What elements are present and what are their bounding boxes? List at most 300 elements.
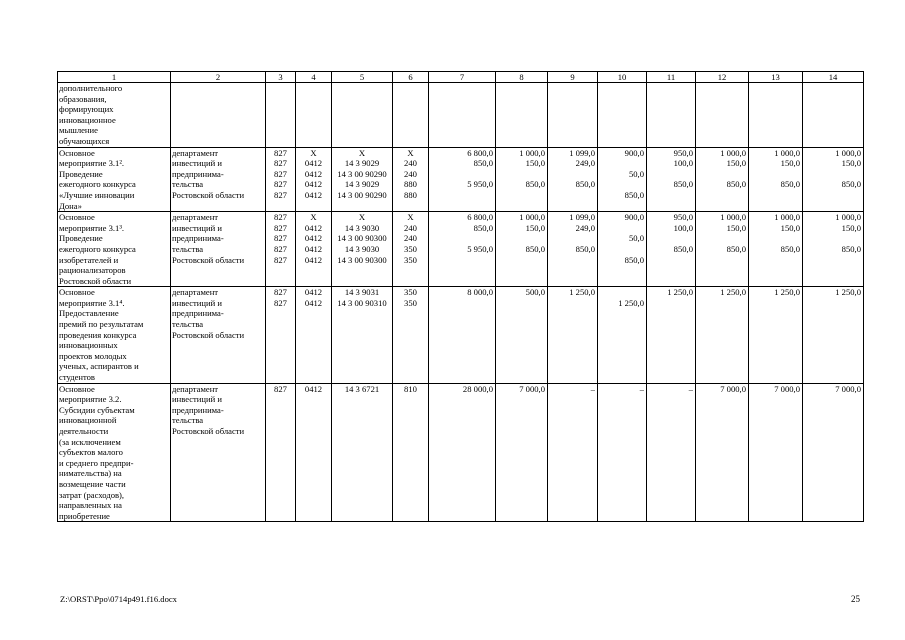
cell-line: инвестиций и: [172, 394, 222, 405]
cell-line: [497, 169, 545, 180]
cell-line: [648, 298, 693, 309]
value-cell: [548, 147, 598, 212]
cell-line: [599, 179, 644, 190]
cell-line: 240: [404, 233, 417, 244]
cell-line: 850,0: [473, 222, 493, 233]
cell-line: Х: [407, 212, 414, 223]
cell-line: 950,0: [673, 147, 693, 158]
value-cell: [266, 383, 296, 522]
value-cell: [647, 212, 696, 287]
cell-line: 850,0: [673, 179, 693, 190]
cell-line: Ростовской области: [172, 254, 245, 265]
cell-line: 0412: [304, 287, 323, 298]
cell-line: инновационное: [59, 114, 116, 125]
page-number: 25: [851, 594, 860, 604]
cell-line: [549, 169, 595, 180]
column-header: 14: [803, 72, 864, 83]
value-cell: [696, 383, 749, 522]
cell-line: [750, 233, 800, 244]
cell-line: [750, 169, 800, 180]
cell-line: 0412: [304, 297, 323, 308]
cell-line: инвестиций и: [172, 297, 222, 308]
value-cell: [332, 383, 393, 522]
value-cell: [496, 147, 548, 212]
value-cell: [696, 287, 749, 383]
column-header: 8: [496, 72, 548, 83]
cell-line: 240: [404, 222, 417, 233]
cell-line: [549, 190, 595, 201]
value-cell: [429, 287, 496, 383]
cell-line: 14 3 00 90300: [337, 233, 387, 244]
cell-line: «Лучшие инновации: [59, 189, 135, 200]
cell-line: [430, 255, 493, 266]
value-cell: [332, 83, 393, 148]
cell-line: 150,0: [841, 222, 861, 233]
column-header: 5: [332, 72, 393, 83]
cell-line: 350: [404, 243, 417, 254]
cell-line: 150,0: [726, 158, 746, 169]
footer-file-path: Z:\ORST\Ppo\0714p491.f16.docx: [60, 594, 177, 604]
cell-line: направленных на: [59, 500, 122, 511]
cell-line: 0412: [304, 158, 323, 169]
cell-line: приобретение: [59, 510, 110, 521]
cell-line: [804, 190, 861, 201]
cell-line: 827: [274, 189, 287, 200]
table-row: [58, 147, 864, 212]
cell-line: 1 250,0: [667, 287, 693, 298]
executor-cell: [171, 83, 266, 148]
cell-line: 850,0: [841, 179, 861, 190]
column-header: 10: [598, 72, 647, 83]
value-cell: [598, 147, 647, 212]
cell-line: 850,0: [780, 179, 800, 190]
value-cell: [266, 147, 296, 212]
cell-line: [549, 255, 595, 266]
cell-line: тельства: [172, 319, 204, 330]
cell-line: 14 3 9030: [344, 222, 380, 233]
value-cell: [598, 383, 647, 522]
value-cell: [803, 383, 864, 522]
value-cell: [598, 287, 647, 383]
cell-line: Ростовской области: [172, 426, 245, 436]
cell-line: затрат (расходов),: [59, 489, 125, 500]
cell-line: инновационной: [59, 415, 117, 426]
cell-line: 900,0: [624, 147, 644, 158]
cell-line: [648, 169, 693, 180]
cell-line: 850,0: [780, 243, 800, 254]
cell-line: Х: [358, 147, 366, 158]
column-header: 11: [647, 72, 696, 83]
event-name-cell: [58, 83, 171, 148]
cell-line: 500,0: [525, 287, 545, 298]
value-cell: [598, 212, 647, 287]
cell-line: 1 250,0: [569, 287, 595, 298]
column-header: 7: [429, 72, 496, 83]
budget-table: [57, 71, 864, 522]
cell-line: 249,0: [575, 222, 595, 233]
cell-line: Предоставление: [59, 308, 119, 319]
cell-line: 249,0: [575, 158, 595, 169]
cell-line: 6 800,0: [467, 212, 493, 223]
cell-line: департамент: [172, 287, 219, 298]
cell-line: 827: [274, 233, 287, 244]
column-header: 2: [171, 72, 266, 83]
cell-line: 1 000,0: [774, 212, 800, 223]
value-cell: [749, 147, 803, 212]
value-cell: [332, 212, 393, 287]
cell-line: Х: [407, 147, 414, 158]
cell-line: тельства: [172, 179, 204, 190]
cell-line: Ростовской области: [172, 189, 245, 200]
value-cell: [393, 147, 429, 212]
cell-line: мышление: [59, 125, 98, 136]
cell-line: тельства: [172, 415, 204, 426]
cell-line: департамент: [172, 383, 219, 394]
value-cell: [548, 287, 598, 383]
cell-line: 827: [274, 147, 287, 158]
cell-line: 14 3 9030: [344, 243, 380, 254]
column-header: 4: [296, 72, 332, 83]
cell-line: 14 3 9029: [344, 158, 380, 169]
cell-line: 7 000,0: [835, 383, 861, 394]
cell-line: 7 000,0: [774, 383, 800, 394]
cell-line: 14 3 00 90290: [337, 168, 387, 179]
cell-line: 150,0: [780, 158, 800, 169]
cell-line: 827: [274, 168, 287, 179]
value-cell: [749, 383, 803, 522]
value-cell: [332, 147, 393, 212]
executor-cell: [171, 212, 266, 287]
cell-line: 850,0: [841, 243, 861, 254]
cell-line: 827: [274, 287, 287, 298]
cell-line: 827: [274, 243, 287, 254]
event-name-cell: [58, 147, 171, 212]
column-header: 12: [696, 72, 749, 83]
value-cell: [393, 383, 429, 522]
cell-line: 827: [274, 383, 287, 394]
cell-line: [549, 298, 595, 309]
cell-line: 850,0: [525, 179, 545, 190]
cell-line: 827: [274, 158, 287, 169]
value-cell: [429, 147, 496, 212]
column-header: 3: [266, 72, 296, 83]
cell-line: департамент: [172, 147, 219, 158]
value-cell: [266, 83, 296, 148]
cell-line: 1 000,0: [835, 147, 861, 158]
cell-line: [497, 298, 545, 309]
value-cell: [266, 212, 296, 287]
cell-line: 1 099,0: [569, 147, 595, 158]
value-cell: [496, 287, 548, 383]
value-cell: [296, 83, 332, 148]
cell-line: 0412: [304, 168, 323, 179]
cell-line: инновационных: [59, 340, 118, 351]
cell-line: [497, 255, 545, 266]
cell-line: 7 000,0: [519, 383, 545, 394]
cell-line: [804, 298, 861, 309]
value-cell: [696, 83, 749, 148]
cell-line: (за исключением: [59, 436, 121, 447]
cell-line: [430, 190, 493, 201]
cell-line: 1 000,0: [720, 147, 746, 158]
cell-line: 880: [404, 189, 417, 200]
cell-line: изобретателей и: [59, 254, 119, 265]
cell-line: 350: [404, 254, 417, 265]
value-cell: [598, 83, 647, 148]
value-cell: [749, 287, 803, 383]
cell-line: –: [590, 383, 595, 394]
cell-line: ежегодного конкурса: [59, 243, 136, 254]
value-cell: [266, 287, 296, 383]
cell-line: Ростовской области: [59, 275, 132, 286]
cell-line: Х: [310, 212, 317, 223]
value-cell: [803, 287, 864, 383]
cell-line: 100,0: [673, 158, 693, 169]
cell-line: 0412: [304, 243, 323, 254]
cell-line: дополнительного: [59, 83, 123, 93]
value-cell: [548, 212, 598, 287]
cell-line: 6 800,0: [467, 147, 493, 158]
cell-line: Х: [310, 147, 317, 158]
value-cell: [496, 83, 548, 148]
value-cell: [696, 212, 749, 287]
cell-line: [430, 298, 493, 309]
cell-line: Основное: [59, 287, 95, 298]
cell-line: деятельности: [59, 426, 109, 436]
cell-line: Проведение: [59, 233, 103, 244]
value-cell: [548, 383, 598, 522]
value-cell: [296, 212, 332, 287]
cell-line: Основное: [59, 383, 95, 394]
cell-line: 14 3 00 90300: [337, 254, 387, 265]
event-name-cell: [58, 383, 171, 522]
cell-line: инвестиций и: [172, 158, 222, 169]
value-cell: [296, 147, 332, 212]
table-row: [58, 83, 864, 148]
cell-line: ежегодного конкурса: [59, 179, 136, 190]
executor-cell: [171, 147, 266, 212]
value-cell: [393, 83, 429, 148]
column-header: 13: [749, 72, 803, 83]
column-header: 6: [393, 72, 429, 83]
cell-line: 7 000,0: [720, 383, 746, 394]
cell-line: 1 000,0: [519, 147, 545, 158]
cell-line: 0412: [304, 179, 323, 190]
cell-line: 5 950,0: [467, 179, 493, 190]
cell-line: 900,0: [624, 212, 644, 223]
cell-line: 240: [404, 168, 417, 179]
value-cell: [696, 147, 749, 212]
cell-line: –: [688, 383, 693, 394]
cell-line: мероприятие 3.1⁴.: [59, 297, 125, 308]
cell-line: Проведение: [59, 168, 103, 179]
cell-line: 100,0: [673, 222, 693, 233]
cell-line: [750, 190, 800, 201]
cell-line: 150,0: [525, 222, 545, 233]
cell-line: 1 250,0: [618, 297, 644, 308]
value-cell: [296, 383, 332, 522]
cell-line: предпринима-: [172, 233, 224, 244]
cell-line: Основное: [59, 212, 95, 223]
cell-line: [648, 190, 693, 201]
value-cell: [496, 383, 548, 522]
value-cell: [647, 147, 696, 212]
cell-line: 827: [274, 222, 287, 233]
cell-line: Дона»: [59, 200, 82, 211]
cell-line: 14 3 6721: [344, 383, 380, 394]
event-name-cell: [58, 287, 171, 383]
cell-line: рационализаторов: [59, 265, 126, 276]
cell-line: 0412: [304, 222, 323, 233]
cell-line: субъектов малого: [59, 447, 123, 458]
cell-line: предпринима-: [172, 308, 224, 319]
value-cell: [332, 287, 393, 383]
cell-line: 14 3 9029: [344, 179, 380, 190]
value-cell: [496, 212, 548, 287]
cell-line: нимательства) на: [59, 468, 122, 479]
cell-line: департамент: [172, 212, 219, 223]
cell-line: проектов молодых: [59, 350, 127, 361]
cell-line: [648, 233, 693, 244]
cell-line: [697, 169, 746, 180]
value-cell: [548, 83, 598, 148]
cell-line: 850,0: [624, 254, 644, 265]
cell-line: 350: [404, 297, 417, 308]
cell-line: и среднего предпри-: [59, 457, 134, 468]
cell-line: 1 000,0: [720, 212, 746, 223]
cell-line: ученых, аспирантов и: [59, 361, 139, 372]
cell-line: мероприятие 3.2.: [59, 394, 122, 405]
cell-line: 850,0: [575, 179, 595, 190]
cell-line: [599, 223, 644, 234]
cell-line: [697, 255, 746, 266]
executor-cell: [171, 383, 266, 522]
cell-line: 150,0: [525, 158, 545, 169]
cell-line: 1 000,0: [835, 212, 861, 223]
column-header: 9: [548, 72, 598, 83]
cell-line: [697, 233, 746, 244]
cell-line: [599, 287, 644, 298]
cell-line: инвестиций и: [172, 222, 222, 233]
cell-line: 810: [404, 383, 417, 394]
column-number-row: [58, 72, 864, 83]
cell-line: 50,0: [628, 168, 644, 179]
cell-line: [750, 255, 800, 266]
cell-line: 850,0: [473, 158, 493, 169]
table-row: [58, 383, 864, 522]
cell-line: 150,0: [726, 222, 746, 233]
value-cell: [393, 212, 429, 287]
cell-line: Ростовской области: [172, 329, 245, 340]
cell-line: 1 250,0: [720, 287, 746, 298]
cell-line: [804, 233, 861, 244]
value-cell: [429, 383, 496, 522]
cell-line: [804, 169, 861, 180]
cell-line: 150,0: [841, 158, 861, 169]
value-cell: [429, 83, 496, 148]
cell-line: [697, 298, 746, 309]
cell-line: возмещение части: [59, 478, 126, 489]
cell-line: 1 250,0: [835, 287, 861, 298]
cell-line: 0412: [304, 254, 323, 265]
cell-line: 14 3 00 90290: [337, 189, 387, 200]
value-cell: [803, 212, 864, 287]
value-cell: [393, 287, 429, 383]
value-cell: [429, 212, 496, 287]
cell-line: предпринима-: [172, 168, 224, 179]
cell-line: 240: [404, 158, 417, 169]
cell-line: мероприятие 3.1³.: [59, 222, 125, 233]
cell-line: 14 3 9031: [344, 287, 380, 298]
cell-line: 827: [274, 212, 287, 223]
cell-line: 50,0: [628, 233, 644, 244]
cell-line: формирующих: [59, 104, 114, 115]
cell-line: –: [639, 383, 644, 394]
cell-line: [750, 298, 800, 309]
cell-line: предпринима-: [172, 404, 224, 415]
cell-line: [430, 233, 493, 244]
cell-line: [599, 244, 644, 255]
cell-line: 350: [404, 287, 417, 298]
value-cell: [647, 83, 696, 148]
cell-line: [497, 190, 545, 201]
cell-line: премий по результатам: [59, 319, 144, 330]
cell-line: [430, 169, 493, 180]
cell-line: 28 000,0: [462, 383, 493, 394]
cell-line: образования,: [59, 93, 107, 104]
value-cell: [749, 212, 803, 287]
cell-line: 850,0: [673, 243, 693, 254]
cell-line: Х: [358, 212, 366, 223]
cell-line: 0412: [304, 233, 323, 244]
value-cell: [803, 83, 864, 148]
cell-line: [697, 190, 746, 201]
cell-line: 827: [274, 179, 287, 190]
cell-line: 880: [404, 179, 417, 190]
value-cell: [296, 287, 332, 383]
cell-line: [804, 255, 861, 266]
cell-line: проведения конкурса: [59, 329, 137, 340]
cell-line: 1 250,0: [774, 287, 800, 298]
cell-line: 1 099,0: [569, 212, 595, 223]
cell-line: [549, 233, 595, 244]
cell-line: тельства: [172, 243, 204, 254]
cell-line: 850,0: [525, 243, 545, 254]
cell-line: 1 000,0: [519, 212, 545, 223]
cell-line: 950,0: [673, 212, 693, 223]
cell-line: 850,0: [726, 243, 746, 254]
value-cell: [749, 83, 803, 148]
table-row: [58, 212, 864, 287]
column-header: 1: [58, 72, 171, 83]
cell-line: обучающихся: [59, 135, 110, 146]
cell-line: Основное: [59, 147, 95, 158]
cell-line: 1 000,0: [774, 147, 800, 158]
cell-line: студентов: [59, 372, 95, 383]
executor-cell: [171, 287, 266, 383]
cell-line: [599, 158, 644, 169]
cell-line: 850,0: [575, 243, 595, 254]
table-row: [58, 287, 864, 383]
cell-line: 150,0: [780, 222, 800, 233]
cell-line: 850,0: [624, 189, 644, 200]
cell-line: 5 950,0: [467, 243, 493, 254]
value-cell: [647, 383, 696, 522]
cell-line: 0412: [304, 189, 323, 200]
cell-line: 827: [274, 297, 287, 308]
event-name-cell: [58, 212, 171, 287]
cell-line: Субсидии субъектам: [59, 404, 135, 415]
